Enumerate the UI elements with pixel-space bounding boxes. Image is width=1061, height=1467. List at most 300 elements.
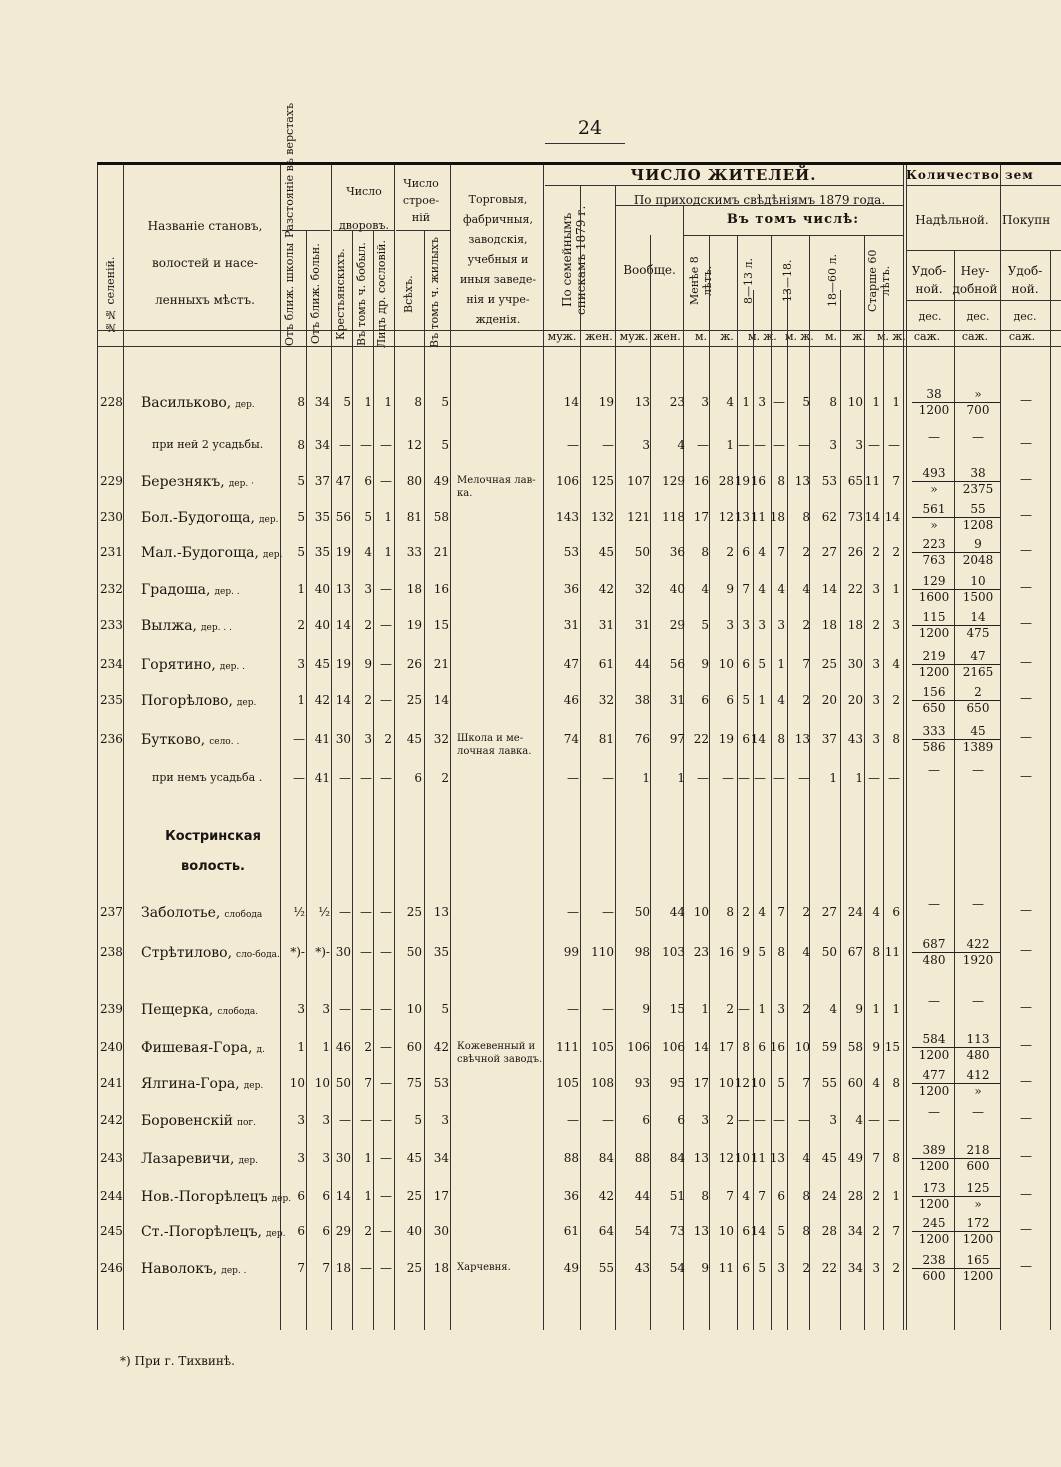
header-rule [906,300,1061,301]
data-cell: 1 [364,1189,372,1203]
land-fraction [956,1253,1000,1284]
settlement-name [141,1113,281,1129]
data-cell: — [293,732,305,746]
land-sazhen: 2375 [956,481,1000,497]
land-desyatin: 584 [922,1032,946,1046]
data-cell: 98 [634,945,650,959]
table-row [0,937,1061,967]
data-cell: 4 [802,1151,810,1165]
data-cell: 3 [758,395,766,409]
data-cell: 143 [556,510,579,524]
unit-label: м. [747,330,761,343]
data-cell: 7 [892,474,900,488]
header-rule [906,185,1061,186]
settlement-kind: дер. · [228,479,254,489]
data-cell: 17 [718,1040,734,1054]
data-cell: 99 [563,945,579,959]
data-cell: 31 [634,618,650,632]
settlement-name [141,693,281,709]
land-sazhen: 700 [956,402,1000,418]
data-cell: 45 [598,545,614,559]
settlement-kind: дер. . [214,587,240,597]
bought-land-dash: — [1020,1111,1032,1125]
data-cell: 93 [634,1076,650,1090]
header-rule [97,330,1061,331]
settlement-name [141,1151,281,1167]
data-cell: 8 [414,395,422,409]
data-cell: 2 [892,693,900,707]
data-cell: 13 [734,510,750,524]
data-cell: 4 [829,1002,837,1016]
bought-land-dash: — [1020,691,1032,705]
data-cell: 5 [758,945,766,959]
land-sazhen: 586 [912,739,956,755]
data-cell: 11 [884,945,900,959]
page-number-rule [545,143,625,144]
data-cell: — [380,1151,392,1165]
data-cell: 50 [821,945,837,959]
data-cell: 65 [847,474,863,488]
data-cell: 40 [406,1224,422,1238]
land-desyatin: 2 [974,685,982,699]
data-cell: — [339,1002,351,1016]
land-sazhen: 1200 [912,1158,956,1174]
data-cell: 3 [297,1002,305,1016]
data-cell: 3 [322,1002,330,1016]
table-row [0,724,1061,757]
data-cell: 43 [634,1261,650,1275]
land-desyatin: 125 [966,1181,990,1195]
data-cell: 24 [821,1189,837,1203]
data-cell: 1 [742,395,750,409]
data-cell: 8 [892,1151,900,1165]
settlement-name [141,545,281,561]
row-number: 239 [100,1002,123,1016]
settlement-name-text: Фишевая-Гора, [141,1040,253,1056]
row-number: 244 [100,1189,123,1203]
land-fraction [912,1216,956,1247]
row-number: 243 [100,1151,123,1165]
data-cell: — [293,771,305,785]
settlement-name [141,474,281,490]
land-desyatin: 165 [966,1253,990,1267]
data-cell: — [380,1261,392,1275]
data-cell: 3 [364,732,372,746]
data-cell: 3 [872,657,880,671]
land-fraction [956,994,1000,1009]
land-fraction [956,610,1000,641]
table-row [0,649,1061,679]
header-col-name-line: ленныхъ мѣстъ. [155,293,255,307]
data-cell: 132 [591,510,614,524]
land-desyatin: 10 [970,574,986,588]
land-fraction [912,897,956,912]
data-cell: 129 [662,474,685,488]
data-cell: 45 [406,732,422,746]
header-dist-school: Отъ ближ. школы [283,242,296,346]
land-fraction [956,1068,1000,1099]
land-desyatin: 47 [970,649,986,663]
data-cell: 2 [364,693,372,707]
settlement-kind: дер. [236,698,257,708]
settlement-kind: дер. [238,1156,259,1166]
settlement-kind: дер. . . [201,623,232,633]
settlement-name-text: Васильково, [141,395,232,411]
data-cell: — [567,1002,579,1016]
data-cell: 80 [406,474,422,488]
data-cell: 10 [750,1076,766,1090]
data-cell: 23 [693,945,709,959]
data-cell: 61 [598,657,614,671]
unit-label: жен. [653,330,681,343]
land-desyatin: 219 [922,649,946,663]
data-cell: 30 [335,732,351,746]
data-cell: — [754,1113,766,1127]
header-bought-arable: Удоб-ной. [1007,264,1043,296]
data-cell: 10 [718,1076,734,1090]
data-cell: 10 [734,1151,750,1165]
header-establishments-line: заводскія, [468,233,528,246]
data-cell: — [602,771,614,785]
data-cell: 7 [322,1261,330,1275]
bought-land-dash: — [1020,543,1032,557]
settlement-name-text: Бутково, [141,732,206,748]
data-cell: 4 [872,1076,880,1090]
settlement-name-text: Заболотье, [141,905,221,921]
land-sazhen: » [912,517,956,533]
land-fraction [912,937,956,968]
unit-label: ж. [852,330,866,343]
data-cell: 88 [634,1151,650,1165]
data-cell: 56 [669,657,685,671]
unit-label: саж. [961,330,989,343]
data-cell: 55 [821,1076,837,1090]
header-establishments-line: жденія. [475,313,521,326]
data-cell: 9 [364,657,372,671]
settlement-name [141,732,281,748]
data-cell: 3 [777,1002,785,1016]
settlement-name [141,1224,286,1240]
data-cell: 6 [701,693,709,707]
data-cell: 4 [855,1113,863,1127]
data-cell: 5 [777,1076,785,1090]
land-fraction [912,1181,956,1212]
data-cell: 30 [847,657,863,671]
data-cell: — [798,1113,810,1127]
data-cell: 16 [718,945,734,959]
data-cell: 13 [794,474,810,488]
data-cell: 30 [335,945,351,959]
data-cell: 62 [821,510,837,524]
data-cell: 118 [662,510,685,524]
land-sazhen: 1389 [956,739,1000,755]
unit-label: ж. [720,330,734,343]
data-cell: 14 [693,1040,709,1054]
data-cell: 36 [563,582,579,596]
row-number: 240 [100,1040,123,1054]
settlement-name [141,618,281,634]
data-cell: 40 [314,618,330,632]
data-cell: 1 [642,771,650,785]
data-cell: 10 [718,1224,734,1238]
data-cell: 21 [433,545,449,559]
row-number: 229 [100,474,123,488]
data-cell: 8 [802,1224,810,1238]
data-cell: 1 [892,582,900,596]
data-cell: 106 [556,474,579,488]
data-cell: — [567,905,579,919]
data-cell: 11 [864,474,880,488]
data-cell: — [339,438,351,452]
data-cell: 8 [872,945,880,959]
data-cell: 2 [364,1040,372,1054]
settlement-name [141,1040,281,1056]
data-cell: — [888,438,900,452]
land-fraction [956,1216,1000,1247]
data-cell: 6 [364,474,372,488]
data-cell: 19 [406,618,422,632]
data-cell: 25 [406,905,422,919]
data-cell: 2 [872,1224,880,1238]
data-cell: 3 [701,395,709,409]
header-by-family-lists: По семейнымъ спискамъ 1879 г. [560,205,588,315]
land-desyatin: 38 [970,466,986,480]
data-cell: 125 [591,474,614,488]
data-cell: 17 [693,1076,709,1090]
settlement-kind: дер. [243,1081,264,1091]
data-cell: — [738,771,750,785]
unit-label: м. [694,330,708,343]
land-desyatin: 493 [922,466,946,480]
settlement-kind: село. . [209,737,240,747]
data-cell: 30 [433,1224,449,1238]
data-cell: 10 [794,1040,810,1054]
header-yards: Число дворовъ. [339,185,389,232]
data-cell: 73 [669,1224,685,1238]
row-number: 245 [100,1224,123,1238]
row-number: 241 [100,1076,123,1090]
bought-land-dash: — [1020,1149,1032,1163]
data-cell: 1 [384,510,392,524]
data-cell: 3 [758,618,766,632]
data-cell: 37 [821,732,837,746]
data-cell: 5 [802,395,810,409]
land-desyatin: 333 [922,724,946,738]
unit-label: муж. [547,330,577,343]
data-cell: 81 [406,510,422,524]
settlement-name-text: Пещерка, [141,1002,214,1018]
data-cell: 17 [693,510,709,524]
data-cell: — [360,771,372,785]
bought-land-dash: — [1020,1074,1032,1088]
data-cell: ½ [318,905,330,919]
row-number: 232 [100,582,123,596]
data-cell: 103 [662,945,685,959]
land-sazhen: 480 [912,952,956,968]
data-cell: 35 [314,545,330,559]
land-fraction [956,537,1000,568]
land-sazhen: 1920 [956,952,1000,968]
data-cell: 26 [406,657,422,671]
data-cell: 34 [433,1151,449,1165]
data-cell: 10 [314,1076,330,1090]
land-sazhen: 763 [912,552,956,568]
data-cell: 50 [634,545,650,559]
data-cell: — [567,1113,579,1127]
data-cell: — [380,905,392,919]
header-yards-peasant: Крестьянскихъ. [334,248,347,340]
settlement-kind: дер. [235,400,255,410]
establishment-text: Мелочная лав-ка. [457,475,536,499]
data-cell: 5 [441,1002,449,1016]
bought-land-dash: — [1020,472,1032,486]
land-fraction [956,1032,1000,1063]
land-desyatin: 9 [974,537,982,551]
data-cell: 34 [314,438,330,452]
data-cell: 40 [669,582,685,596]
data-cell: 3 [872,732,880,746]
header-col-name [125,208,285,319]
land-desyatin: 45 [970,724,986,738]
data-cell: — [798,438,810,452]
data-cell: 4 [872,905,880,919]
header-establishments-line: учебныя и [467,253,529,266]
data-cell: 75 [406,1076,422,1090]
data-cell: — [380,1040,392,1054]
header-rule [333,230,394,231]
data-cell: 2 [441,771,449,785]
settlement-name [141,582,281,598]
data-cell: 67 [847,945,863,959]
data-cell: 53 [563,545,579,559]
header-establishments-line: иныя заведе- [459,273,537,286]
settlement-kind: д. [256,1045,265,1055]
land-desyatin: 389 [922,1143,946,1157]
data-cell: 25 [406,1261,422,1275]
land-fraction [956,724,1000,755]
data-cell: 16 [769,1040,785,1054]
land-desyatin: — [972,430,984,444]
settlement-name [141,1189,292,1205]
settlement-kind: слобода. [217,1007,259,1017]
bought-land-dash: — [1020,943,1032,957]
data-cell: 34 [847,1224,863,1238]
data-cell: 31 [563,618,579,632]
data-cell: 8 [726,905,734,919]
data-cell: — [773,771,785,785]
data-cell: 14 [563,395,579,409]
settlement-kind: пог. [237,1118,257,1128]
data-cell: 35 [314,510,330,524]
data-cell: 49 [847,1151,863,1165]
land-desyatin: — [972,763,984,777]
data-cell: 6 [642,1113,650,1127]
data-cell: 6 [414,771,422,785]
data-cell: 32 [634,582,650,596]
data-cell: 4 [701,582,709,596]
bought-land-dash: — [1020,616,1032,630]
data-cell: 43 [847,732,863,746]
data-cell: 105 [556,1076,579,1090]
data-cell: 76 [634,732,650,746]
data-cell: 4 [802,945,810,959]
data-cell: 2 [872,618,880,632]
land-sazhen: 475 [956,625,1000,641]
table-row [0,574,1061,604]
data-cell: 42 [598,1189,614,1203]
land-sazhen: 1200 [956,1231,1000,1247]
header-age-13-18: 13—18. [781,259,794,303]
data-cell: 20 [821,693,837,707]
data-cell: — [339,905,351,919]
data-cell: 13 [433,905,449,919]
land-sazhen: 1200 [912,1047,956,1063]
land-sazhen: 480 [956,1047,1000,1063]
header-establishments-line: нія и учре- [466,293,530,306]
data-cell: 88 [563,1151,579,1165]
table-row [0,1105,1061,1133]
data-cell: 4 [758,905,766,919]
data-cell: 18 [433,1261,449,1275]
land-desyatin: — [928,430,940,444]
table-row [0,1143,1061,1173]
data-cell: 19 [335,657,351,671]
unit-label-des: дес. [966,310,990,323]
data-cell: — [339,1113,351,1127]
settlement-name [141,657,281,673]
land-desyatin: 172 [966,1216,990,1230]
settlement-kind: сло-бода. [236,950,280,960]
data-cell: 20 [847,693,863,707]
land-sazhen: 1200 [912,1196,956,1212]
data-cell: 14 [335,1189,351,1203]
data-cell: 1 [297,582,305,596]
bought-land-dash: — [1020,1038,1032,1052]
data-cell: 19 [734,474,750,488]
data-cell: 1 [701,1002,709,1016]
land-sazhen: » [912,481,956,497]
land-sazhen: » [956,1196,1000,1212]
data-cell: 5 [364,510,372,524]
data-cell: 14 [335,693,351,707]
data-cell: 2 [872,1189,880,1203]
data-cell: 1 [364,1151,372,1165]
row-number: 246 [100,1261,123,1275]
data-cell: 55 [598,1261,614,1275]
data-cell: 8 [701,545,709,559]
row-number: 237 [100,905,123,919]
data-cell: 8 [892,1076,900,1090]
data-cell: — [722,771,734,785]
land-desyatin: 156 [922,685,946,699]
data-cell: 36 [563,1189,579,1203]
data-cell: 3 [872,1261,880,1275]
sub-settlement: при ней 2 усадьбы. [152,438,264,451]
data-cell: 1 [855,771,863,785]
data-cell: 84 [669,1151,685,1165]
data-cell: 13 [769,1151,785,1165]
land-sazhen: 2165 [956,664,1000,680]
data-cell: 10 [847,395,863,409]
data-cell: — [380,1113,392,1127]
land-desyatin: — [928,1105,940,1119]
data-cell: 4 [892,657,900,671]
settlement-kind: дер. [262,550,283,560]
data-cell: 47 [563,657,579,671]
data-cell: 2 [726,1002,734,1016]
settlement-name-text: Боровенскій [141,1113,234,1129]
data-cell: 19 [598,395,614,409]
